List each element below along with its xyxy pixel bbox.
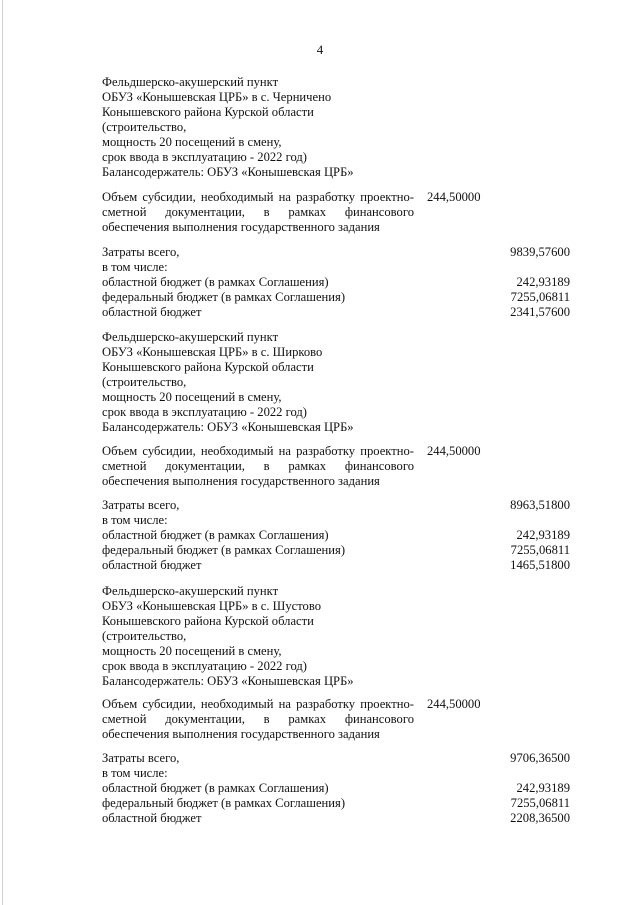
cost-label: областной бюджет xyxy=(102,558,202,572)
facility-block-2 xyxy=(102,330,570,435)
subsidy-text xyxy=(102,444,414,489)
cost-row xyxy=(102,275,570,290)
facility-line: Балансодержатель: ОБУЗ «Конышевская ЦРБ» xyxy=(102,165,354,179)
facility-line: ОБУЗ «Конышевская ЦРБ» в с. Шустово xyxy=(102,599,322,613)
cost-amount: 2341,57600 xyxy=(510,305,570,319)
cost-row xyxy=(102,796,570,811)
facility-block-3 xyxy=(102,584,570,689)
cost-row xyxy=(102,751,570,766)
cost-label: Затраты всего, xyxy=(102,498,180,512)
cost-row xyxy=(102,766,570,781)
facility-line: срок ввода в эксплуатацию - 2022 год) xyxy=(102,150,307,164)
cost-row xyxy=(102,498,570,513)
subsidy-line: обеспечения выполнения государственного задания xyxy=(102,727,380,741)
subsidy-block-3 xyxy=(102,697,570,742)
subsidy-line: Объем субсидии, необходимый на разработку проектно- xyxy=(102,444,414,458)
facility-line: Фельдшерско-акушерский пункт xyxy=(102,584,279,598)
subsidy-line: обеспечения выполнения государственного задания xyxy=(102,220,380,234)
cost-label: областной бюджет xyxy=(102,305,202,319)
facility-line: Фельдшерско-акушерский пункт xyxy=(102,75,279,89)
facility-line: (строительство, xyxy=(102,375,187,389)
cost-amount: 9706,36500 xyxy=(510,751,570,765)
cost-amount: 242,93189 xyxy=(516,528,570,542)
cost-row xyxy=(102,290,570,305)
facility-line: (строительство, xyxy=(102,120,187,134)
facility-line: Балансодержатель: ОБУЗ «Конышевская ЦРБ» xyxy=(102,420,354,434)
cost-row xyxy=(102,513,570,528)
cost-amount: 7255,06811 xyxy=(510,796,570,810)
subsidy-text xyxy=(102,190,414,235)
subsidy-line: сметной документации, в рамках финансового xyxy=(102,712,414,726)
cost-row xyxy=(102,245,570,260)
facility-line: Конышевского района Курской области xyxy=(102,360,314,374)
facility-line: мощность 20 посещений в смену, xyxy=(102,644,282,658)
cost-row xyxy=(102,781,570,796)
cost-amount: 9839,57600 xyxy=(510,245,570,259)
subsidy-amount: 244,50000 xyxy=(427,697,481,711)
facility-line: мощность 20 посещений в смену, xyxy=(102,135,282,149)
facility-line: срок ввода в эксплуатацию - 2022 год) xyxy=(102,405,307,419)
subsidy-line: Объем субсидии, необходимый на разработку проектно- xyxy=(102,190,414,204)
subsidy-block-2 xyxy=(102,444,570,489)
cost-amount: 242,93189 xyxy=(516,275,570,289)
subsidy-line: обеспечения выполнения государственного задания xyxy=(102,474,380,488)
costs-block-2 xyxy=(102,498,570,573)
facility-line: (строительство, xyxy=(102,629,187,643)
cost-label: в том числе: xyxy=(102,766,168,780)
cost-amount: 1465,51800 xyxy=(510,558,570,572)
scan-left-edge xyxy=(2,0,3,905)
cost-amount: 8963,51800 xyxy=(510,498,570,512)
subsidy-line: Объем субсидии, необходимый на разработку проектно- xyxy=(102,697,414,711)
cost-label: Затраты всего, xyxy=(102,245,180,259)
facility-line: Конышевского района Курской области xyxy=(102,614,314,628)
subsidy-amount: 244,50000 xyxy=(427,190,481,204)
cost-label: областной бюджет (в рамках Соглашения) xyxy=(102,275,329,289)
cost-row xyxy=(102,543,570,558)
page-number: 4 xyxy=(316,42,324,57)
facility-line: срок ввода в эксплуатацию - 2022 год) xyxy=(102,659,307,673)
subsidy-line: сметной документации, в рамках финансового xyxy=(102,205,414,219)
cost-row xyxy=(102,528,570,543)
cost-label: в том числе: xyxy=(102,260,168,274)
facility-line: Фельдшерско-акушерский пункт xyxy=(102,330,279,344)
cost-amount: 7255,06811 xyxy=(510,290,570,304)
cost-row xyxy=(102,811,570,826)
subsidy-block-1 xyxy=(102,190,570,235)
facility-line: ОБУЗ «Конышевская ЦРБ» в с. Ширково xyxy=(102,345,323,359)
cost-label: областной бюджет xyxy=(102,811,202,825)
subsidy-amount: 244,50000 xyxy=(427,444,481,458)
cost-row xyxy=(102,260,570,275)
facility-line: Балансодержатель: ОБУЗ «Конышевская ЦРБ» xyxy=(102,674,354,688)
cost-amount: 2208,36500 xyxy=(510,811,570,825)
cost-amount: 7255,06811 xyxy=(510,543,570,557)
cost-label: Затраты всего, xyxy=(102,751,180,765)
cost-label: федеральный бюджет (в рамках Соглашения) xyxy=(102,543,346,557)
cost-label: в том числе: xyxy=(102,513,168,527)
cost-label: федеральный бюджет (в рамках Соглашения) xyxy=(102,796,346,810)
cost-amount: 242,93189 xyxy=(516,781,570,795)
facility-line: мощность 20 посещений в смену, xyxy=(102,390,282,404)
cost-label: областной бюджет (в рамках Соглашения) xyxy=(102,528,329,542)
facility-line: Конышевского района Курской области xyxy=(102,105,314,119)
facility-line: ОБУЗ «Конышевская ЦРБ» в с. Черничено xyxy=(102,90,332,104)
cost-row xyxy=(102,305,570,320)
subsidy-line: сметной документации, в рамках финансового xyxy=(102,459,414,473)
subsidy-text xyxy=(102,697,414,742)
facility-block-1 xyxy=(102,75,570,180)
cost-row xyxy=(102,558,570,573)
cost-label: федеральный бюджет (в рамках Соглашения) xyxy=(102,290,346,304)
cost-label: областной бюджет (в рамках Соглашения) xyxy=(102,781,329,795)
costs-block-3 xyxy=(102,751,570,826)
costs-block-1 xyxy=(102,245,570,320)
